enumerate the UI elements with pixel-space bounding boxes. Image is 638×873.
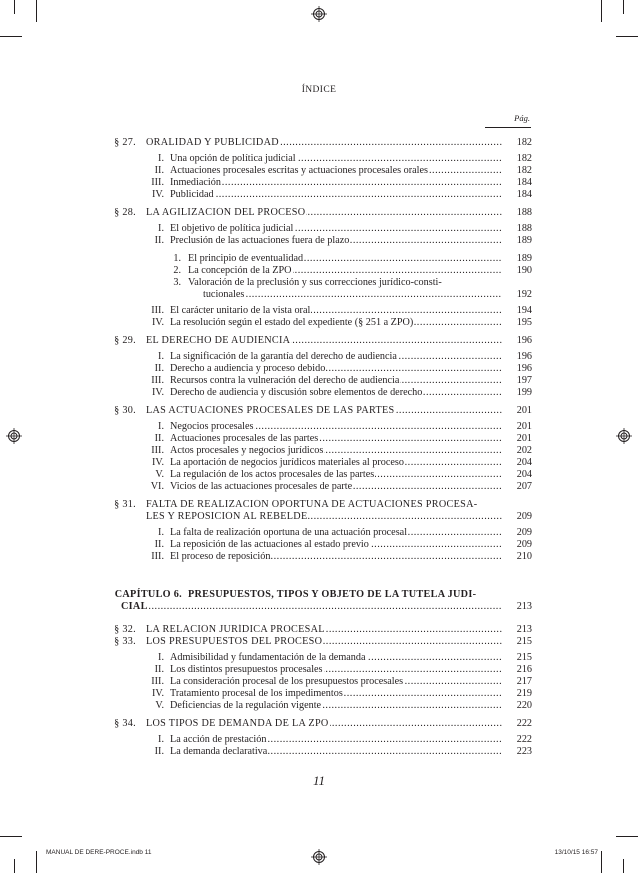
toc-section-row — [0, 624, 638, 635]
toc-entry-page: 213 — [516, 624, 532, 635]
toc-section-row — [0, 511, 638, 522]
toc-entry-number: § 27. — [114, 137, 136, 148]
toc-subsection-row — [0, 551, 638, 562]
toc-entry-page: 216 — [516, 664, 532, 675]
toc-entry-number: I. — [158, 734, 164, 745]
toc-entry-number: II. — [154, 363, 164, 374]
toc-entry-page: 220 — [516, 700, 532, 711]
toc-entry-number: IV. — [152, 387, 164, 398]
toc-subsection-row — [0, 469, 638, 480]
toc-entry-page: 196 — [516, 363, 532, 374]
registration-mark-icon — [311, 6, 327, 22]
crop-mark — [0, 36, 22, 37]
toc-section-row — [0, 335, 638, 346]
toc-entry-number: II. — [154, 165, 164, 176]
toc-entry-text: LAS ACTUACIONES PROCESALES DE LAS PARTES — [146, 405, 395, 416]
toc-section-row — [0, 137, 638, 148]
crop-mark — [616, 836, 638, 837]
toc-entry-text: LOS PRESUPUESTOS DEL PROCESO — [146, 636, 323, 647]
toc-entry-page: 184 — [516, 177, 532, 188]
toc-entry-title — [188, 277, 502, 288]
toc-entry-page: 190 — [516, 265, 532, 276]
toc-entry-title — [170, 375, 502, 386]
toc-entry-text: Recursos contra la vulneración del derecho de audiencia — [170, 375, 400, 386]
toc-entry-title — [170, 421, 502, 432]
toc-entry-title — [188, 265, 502, 276]
toc-entry-text: La significación de la garantía del derecho de audiencia — [170, 351, 397, 362]
toc-entry-number: IV. — [152, 688, 164, 699]
toc-entry-text: La demanda declarativa — [170, 746, 268, 757]
toc-entry-text: LOS TIPOS DE DEMANDA DE LA ZPO — [146, 718, 329, 729]
toc-entry-number: III. — [151, 676, 164, 687]
toc-entry-title — [170, 664, 502, 675]
toc-entry-title — [170, 469, 502, 480]
toc-entry-title — [170, 433, 502, 444]
toc-subsection-row — [0, 277, 638, 288]
toc-entry-title — [170, 387, 502, 398]
toc-entry-title — [146, 405, 502, 416]
toc-entry-number: § 29. — [114, 335, 136, 346]
print-timestamp: 13/10/15 16:57 — [554, 849, 598, 856]
toc-entry-text: La acción de prestación — [170, 734, 267, 745]
toc-entry-number: II. — [154, 539, 164, 550]
page-column-label: Pág. — [514, 113, 530, 123]
toc-entry-title — [170, 734, 502, 745]
toc-subsection-row — [0, 664, 638, 675]
toc-entry-number: I. — [158, 421, 164, 432]
toc-entry-page: 195 — [516, 317, 532, 328]
toc-section-row — [0, 636, 638, 647]
toc-entry-page: 215 — [516, 652, 532, 663]
toc-subsection-row — [0, 289, 638, 300]
toc-entry-title — [188, 253, 502, 264]
crop-mark — [14, 859, 15, 873]
toc-entry-text: Derecho a audiencia y proceso debido — [170, 363, 326, 374]
toc-entry-text: Los distintos presupuestos procesales — [170, 664, 323, 675]
toc-entry-page: 201 — [516, 433, 532, 444]
toc-entry-title — [170, 305, 502, 316]
toc-entry-text: FALTA DE REALIZACIÓN OPORTUNA DE ACTUACIONES PROCESA- — [146, 499, 478, 510]
crop-mark — [14, 0, 15, 14]
toc-entry-text: EL DERECHO DE AUDIENCIA — [146, 335, 291, 346]
toc-entry-text: La falta de realización oportuna de una actuación procesal — [170, 527, 408, 538]
toc-entry-title — [170, 551, 502, 562]
toc-entry-text: Vicios de las actuaciones procesales de parte — [170, 481, 353, 492]
toc-entry-title — [170, 351, 502, 362]
toc-entry-number: 2. — [173, 265, 181, 276]
toc-entry-number: CAPÍTULO 6. — [114, 589, 182, 600]
toc-subsection-row — [0, 223, 638, 234]
toc-entry-page: 188 — [516, 223, 532, 234]
crop-mark — [36, 851, 37, 873]
registration-mark-icon — [311, 849, 327, 865]
toc-entry-number: I. — [158, 153, 164, 164]
toc-entry-title — [146, 499, 502, 510]
toc-entry-title — [170, 527, 502, 538]
toc-subsection-row — [0, 153, 638, 164]
toc-entry-page: 222 — [516, 718, 532, 729]
toc-entry-title — [146, 207, 502, 218]
toc-entry-page: 210 — [516, 551, 532, 562]
toc-entry-number: III. — [151, 177, 164, 188]
toc-subsection-row — [0, 652, 638, 663]
toc-entry-title — [170, 177, 502, 188]
toc-entry-page: 213 — [516, 601, 532, 612]
toc-subsection-row — [0, 421, 638, 432]
toc-entry-text: Admisibilidad y fundamentación de la demanda — [170, 652, 366, 663]
toc-section-row — [0, 405, 638, 416]
toc-entry-title — [170, 746, 502, 757]
toc-entry-title — [188, 589, 502, 600]
toc-subsection-row — [0, 700, 638, 711]
toc-entry-text: La reposición de las actuaciones al estado previo — [170, 539, 369, 550]
toc-subsection-row — [0, 363, 638, 374]
toc-entry-title — [203, 289, 502, 300]
toc-entry-page: 199 — [516, 387, 532, 398]
toc-entry-text: Tratamiento procesal de los impedimentos — [170, 688, 343, 699]
toc-entry-number: II. — [154, 746, 164, 757]
toc-entry-page: 194 — [516, 305, 532, 316]
toc-entry-page: 196 — [516, 351, 532, 362]
toc-entry-text: Actuaciones procesales escritas y actuaciones procesales orales — [170, 165, 428, 176]
toc-entry-title — [146, 511, 502, 522]
toc-entry-title — [146, 636, 502, 647]
toc-entry-number: VI. — [150, 481, 164, 492]
toc-entry-text: LA RELACIÓN JURÍDICA PROCESAL — [146, 624, 325, 635]
toc-entry-text: Una opción de política judicial — [170, 153, 296, 164]
toc-entry-page: 215 — [516, 636, 532, 647]
toc-subsection-row — [0, 676, 638, 687]
toc-entry-text: CIAL — [121, 601, 148, 612]
toc-entry-text: Actuaciones procesales de las partes — [170, 433, 319, 444]
toc-entry-page: 192 — [516, 289, 532, 300]
toc-subsection-row — [0, 746, 638, 757]
toc-entry-number: V. — [155, 469, 164, 480]
toc-subsection-row — [0, 165, 638, 176]
crop-mark — [623, 859, 624, 873]
toc-entry-text: Derecho de audiencia y discusión sobre elementos de derecho — [170, 387, 423, 398]
toc-entry-number: II. — [154, 235, 164, 246]
toc-entry-number: § 31. — [114, 499, 136, 510]
toc-entry-number: § 28. — [114, 207, 136, 218]
toc-entry-number: I. — [158, 527, 164, 538]
crop-mark — [601, 0, 602, 22]
toc-section-row — [0, 589, 638, 600]
page-column-rule — [485, 127, 531, 128]
toc-entry-text: LES Y REPOSICIÓN AL REBELDE — [146, 511, 308, 522]
crop-mark — [36, 0, 37, 22]
toc-entry-text: La regulación de los actos procesales de las partes — [170, 469, 375, 480]
toc-subsection-row — [0, 481, 638, 492]
toc-subsection-row — [0, 387, 638, 398]
toc-entry-title — [146, 137, 502, 148]
toc-entry-page: 184 — [516, 189, 532, 200]
toc-entry-number: § 32. — [114, 624, 136, 635]
toc-subsection-row — [0, 433, 638, 444]
toc-entry-title — [121, 601, 502, 612]
toc-subsection-row — [0, 317, 638, 328]
toc-entry-title — [170, 317, 502, 328]
toc-entry-text: Deficiencias de la regulación vigente — [170, 700, 322, 711]
toc-entry-text: El principio de eventualidad — [188, 253, 304, 264]
toc-entry-number: I. — [158, 351, 164, 362]
toc-entry-number: V. — [155, 700, 164, 711]
toc-entry-text: Valoración de la preclusión y sus correcciones jurídico-consti- — [188, 277, 442, 288]
toc-subsection-row — [0, 445, 638, 456]
toc-subsection-row — [0, 253, 638, 264]
toc-entry-number: § 34. — [114, 718, 136, 729]
toc-entry-page: 196 — [516, 335, 532, 346]
toc-entry-page: 202 — [516, 445, 532, 456]
crop-mark — [0, 836, 22, 837]
toc-entry-text: Actos procesales y negocios jurídicos — [170, 445, 324, 456]
toc-entry-number: IV. — [152, 457, 164, 468]
page-number: 11 — [312, 773, 326, 788]
toc-entry-title — [170, 445, 502, 456]
toc-entry-title — [170, 539, 502, 550]
toc-entry-text: La consideración procesal de los presupuestos procesales — [170, 676, 404, 687]
crop-mark — [623, 0, 624, 14]
crop-mark — [601, 851, 602, 873]
toc-subsection-row — [0, 734, 638, 745]
toc-entry-page: 201 — [516, 421, 532, 432]
toc-entry-text: La aportación de negocios jurídicos materiales al proceso — [170, 457, 404, 468]
toc-entry-text: LA AGILIZACIÓN DEL PROCESO — [146, 207, 306, 218]
toc-entry-title — [170, 235, 502, 246]
toc-entry-page: 209 — [516, 527, 532, 538]
toc-entry-page: 201 — [516, 405, 532, 416]
toc-entry-text: tucionales — [203, 289, 245, 300]
toc-subsection-row — [0, 265, 638, 276]
toc-entry-title — [170, 223, 502, 234]
toc-entry-page: 189 — [516, 235, 532, 246]
toc-entry-page: 219 — [516, 688, 532, 699]
toc-entry-page: 209 — [516, 511, 532, 522]
toc-subsection-row — [0, 305, 638, 316]
toc-section-row — [0, 718, 638, 729]
toc-entry-text: Inmediación — [170, 177, 221, 188]
toc-section-row — [0, 499, 638, 510]
toc-entry-number: 3. — [173, 277, 181, 288]
toc-entry-text: Negocios procesales — [170, 421, 254, 432]
toc-subsection-row — [0, 189, 638, 200]
toc-entry-title — [170, 363, 502, 374]
toc-entry-page: 188 — [516, 207, 532, 218]
toc-entry-page: 197 — [516, 375, 532, 386]
toc-entry-title — [170, 700, 502, 711]
toc-entry-page: 182 — [516, 165, 532, 176]
toc-section-row — [0, 207, 638, 218]
toc-entry-title — [170, 165, 502, 176]
toc-entry-number: I. — [158, 652, 164, 663]
toc-entry-text: ORALIDAD Y PUBLICIDAD — [146, 137, 279, 148]
toc-entry-page: 217 — [516, 676, 532, 687]
toc-entry-title — [170, 652, 502, 663]
toc-entry-text: El proceso de reposición — [170, 551, 271, 562]
toc-entry-title — [170, 457, 502, 468]
toc-entry-page: 222 — [516, 734, 532, 745]
toc-subsection-row — [0, 688, 638, 699]
toc-entry-number: § 30. — [114, 405, 136, 416]
toc-entry-text: La concepción de la ZPO — [188, 265, 292, 276]
toc-entry-number: II. — [154, 664, 164, 675]
toc-entry-page: 207 — [516, 481, 532, 492]
toc-entry-number: III. — [151, 305, 164, 316]
toc-entry-page: 182 — [516, 153, 532, 164]
toc-entry-page: 209 — [516, 539, 532, 550]
toc-subsection-row — [0, 527, 638, 538]
toc-entry-text: La resolución según el estado del expediente (§ 251 a ZPO) — [170, 317, 414, 328]
toc-entry-title — [170, 676, 502, 687]
toc-subsection-row — [0, 539, 638, 550]
toc-entry-title — [146, 718, 502, 729]
toc-subsection-row — [0, 351, 638, 362]
toc-entry-title — [170, 189, 502, 200]
toc-entry-number: IV. — [152, 317, 164, 328]
toc-entry-number: IV. — [152, 189, 164, 200]
toc-entry-title — [146, 335, 502, 346]
toc-entry-page: 204 — [516, 457, 532, 468]
toc-section-row — [0, 601, 638, 612]
file-name: MANUAL DE DERE-PROCE.indb 11 — [46, 849, 152, 856]
toc-subsection-row — [0, 457, 638, 468]
toc-entry-title — [170, 153, 502, 164]
toc-entry-text: PRESUPUESTOS, TIPOS Y OBJETO DE LA TUTELA JUDI- — [188, 589, 477, 600]
toc-subsection-row — [0, 235, 638, 246]
toc-entry-number: III. — [151, 445, 164, 456]
toc-subsection-row — [0, 375, 638, 386]
crop-mark — [616, 36, 638, 37]
toc-entry-page: 189 — [516, 253, 532, 264]
toc-entry-number: § 33. — [114, 636, 136, 647]
toc-entry-title — [146, 624, 502, 635]
toc-entry-number: I. — [158, 223, 164, 234]
running-header: ÍNDICE — [301, 85, 337, 95]
toc-entry-title — [170, 481, 502, 492]
toc-entry-number: III. — [151, 375, 164, 386]
toc-entry-number: III. — [151, 551, 164, 562]
toc-entry-number: II. — [154, 433, 164, 444]
toc-entry-number: 1. — [173, 253, 181, 264]
toc-subsection-row — [0, 177, 638, 188]
toc-entry-text: El carácter unitario de la vista oral — [170, 305, 311, 316]
toc-entry-text: El objetivo de política judicial — [170, 223, 294, 234]
toc-entry-page: 204 — [516, 469, 532, 480]
toc-entry-page: 223 — [516, 746, 532, 757]
toc-entry-text: Preclusión de las actuaciones fuera de plazo — [170, 235, 350, 246]
toc-entry-text: Publicidad — [170, 189, 214, 200]
toc-entry-page: 182 — [516, 137, 532, 148]
toc-entry-title — [170, 688, 502, 699]
